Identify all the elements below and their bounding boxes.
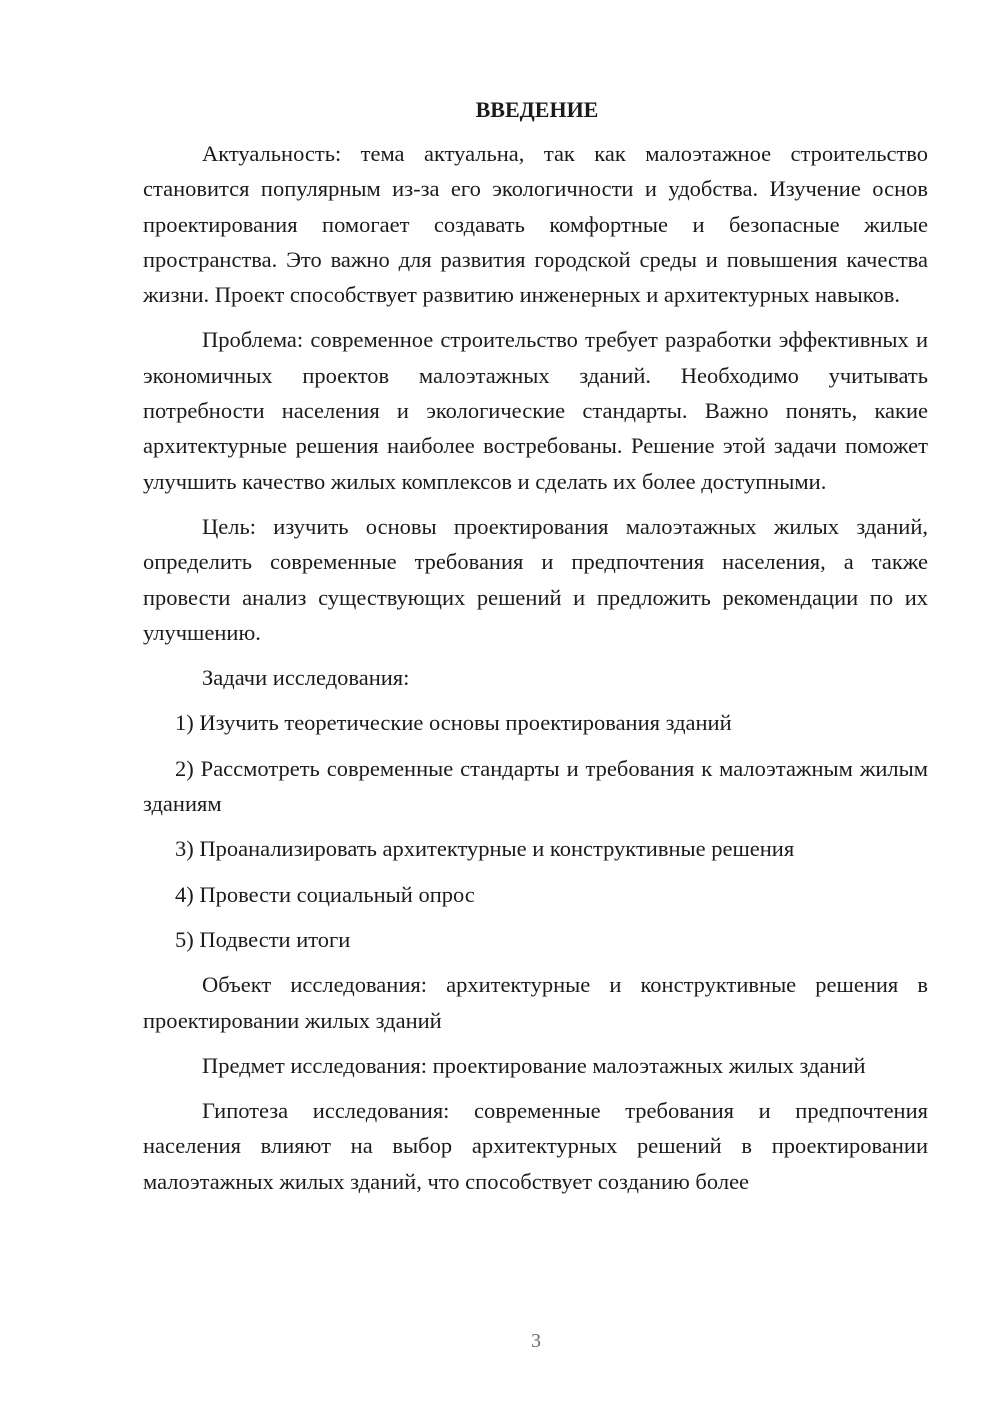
task-item-2: 2) Рассмотреть современные стандарты и требования к малоэтажным жилым зданиям	[143, 755, 928, 817]
paragraph-hypothesis: Гипотеза исследования: современные требования и предпочтения населения влияют на выбор архитектурных решений в проектировании малоэтажных жилых зданий, что способствует созданию более	[143, 1098, 928, 1194]
paragraph-object: Объект исследования: архитектурные и конструктивные решения в проектировании жилых зданий	[143, 972, 928, 1033]
paragraph-problem: Проблема: современное строительство требует разработки эффективных и экономичных проектов малоэтажных зданий. Необходимо учитывать потребности населения и экологические стандарты. Важно понять, какие архитектурные решения наиболее востребованы. Решение этой задачи поможет улучшить качество жилых комплексов и сделать их более доступными.	[143, 327, 928, 494]
page-content	[143, 94, 928, 1209]
section-title: ВВЕДЕНИЕ	[475, 97, 599, 122]
paragraph-relevance: Актуальность: тема актуальна, так как малоэтажное строительство становится популярным из-за его экологичности и удобства. Изучение основ проектирования помогает создавать комфортные и безопасные жилые пространства. Это важно для развития городской среды и повышения качества жизни. Проект способствует развитию инженерных и архитектурных навыков.	[143, 141, 928, 308]
page-number: 3	[531, 1330, 541, 1352]
task-item-5: 5) Подвести итоги	[175, 926, 351, 952]
paragraph-goal: Цель: изучить основы проектирования малоэтажных жилых зданий, определить современные требования и предпочтения населения, а также провести анализ существующих решений и предложить рекомендации по их улучшению.	[143, 513, 928, 645]
task-item-4: 4) Провести социальный опрос	[175, 881, 475, 907]
tasks-heading: Задачи исследования:	[202, 665, 410, 691]
task-item-3: 3) Проанализировать архитектурные и конструктивные решения	[175, 836, 795, 862]
task-item-1: 1) Изучить теоретические основы проектирования зданий	[175, 710, 732, 736]
paragraph-subject: Предмет исследования: проектирование малоэтажных жилых зданий	[202, 1052, 866, 1078]
